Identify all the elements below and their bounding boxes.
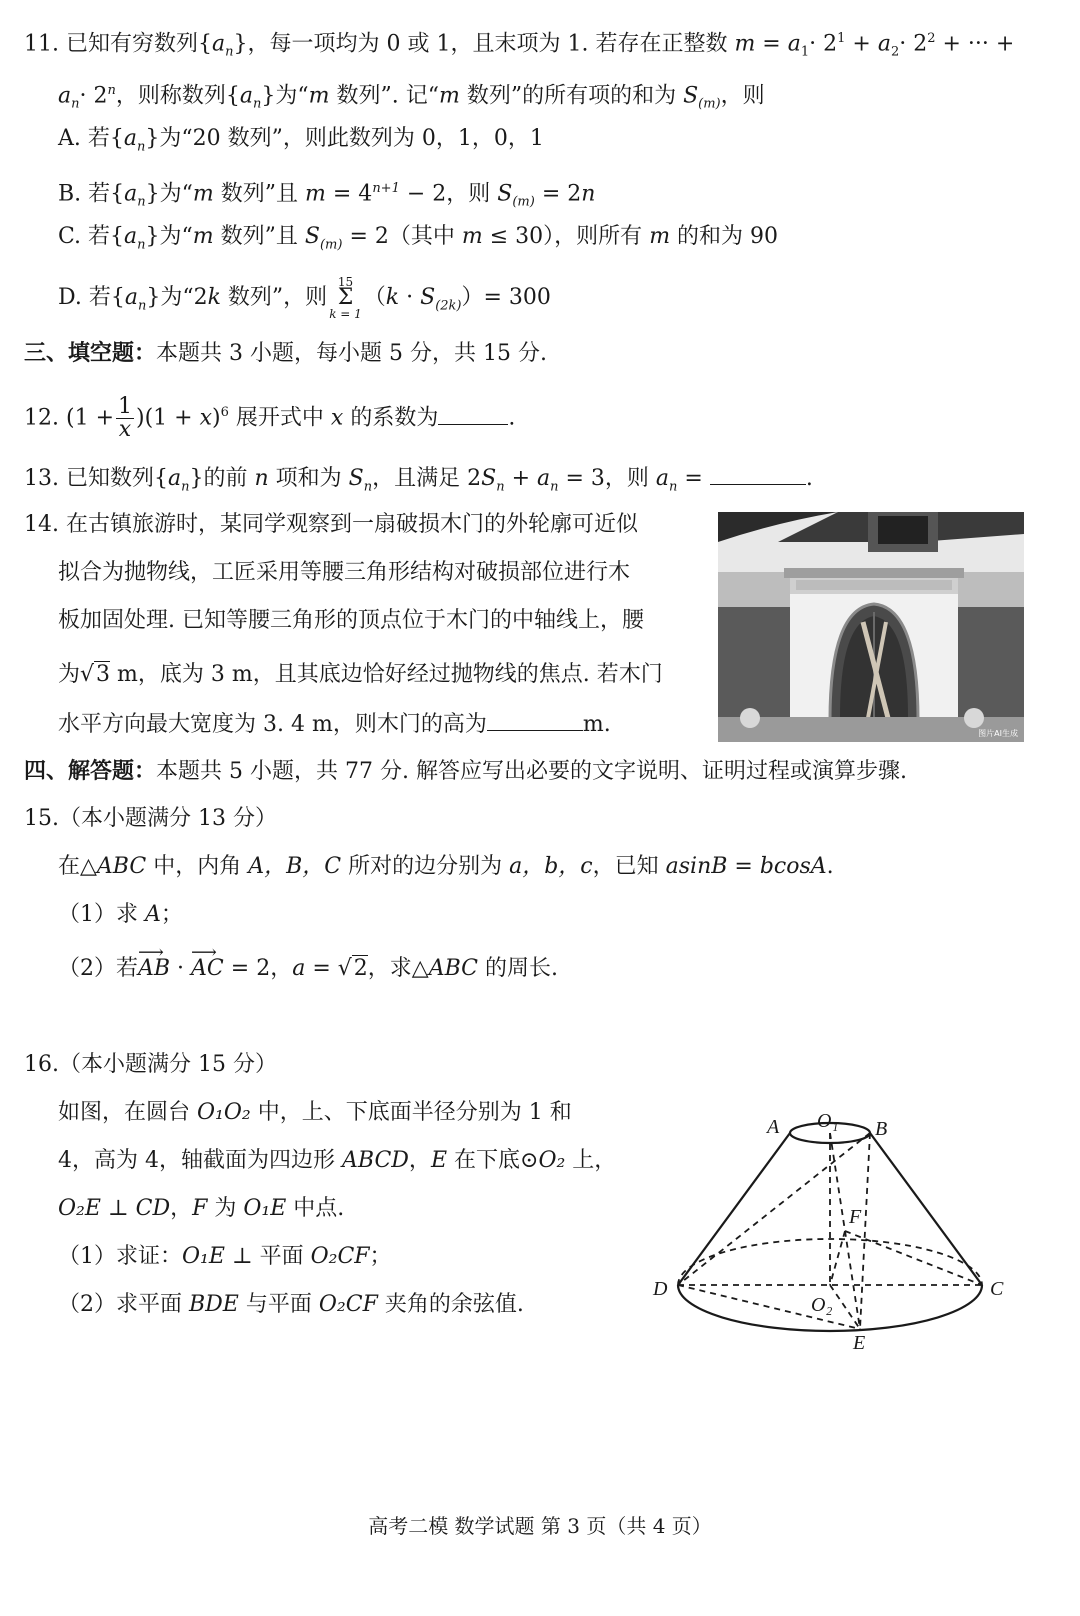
- q16-part2: （2）求平面 BDE 与平面 O₂CF 夹角的余弦值.: [58, 1292, 524, 1317]
- q14-line1: 14. 在古镇旅游时，某同学观察到一扇破损木门的外轮廓可近似: [24, 512, 639, 537]
- q16-line1: 如图，在圆台 O₁O₂ 中，上、下底面半径分别为 1 和: [58, 1100, 572, 1125]
- q11-option-b: B. 若$\{a_n\}$为“m 数列”且 $m = 4^{n+1} - 2$，则 $S_{(m)} = 2n$: [58, 181, 596, 210]
- q14-line2: 拟合为抛物线，工匠采用等腰三角形结构对破损部位进行木: [58, 560, 631, 585]
- slant-edge-bc: [870, 1133, 982, 1285]
- q14-line3: 板加固处理. 已知等腰三角形的顶点位于木门的中轴线上，腰: [58, 608, 644, 633]
- q11-line2: $a_n\cdot 2^n$，则称数列$\{a_n\}$为“m 数列”. 记“m 数列”的所有项的和为 $S_{(m)}$，则: [58, 83, 765, 112]
- q13: 13. 已知数列$\{a_n\}$的前 n 项和为 $S_n$，且满足 $2S_n + a_n = 3$，则 $a_n$ = .: [24, 462, 813, 502]
- q11-option-d: D. 若$\{a_n\}$为“2k 数列”，则 15 Σ k = 1 $(k \cdot S_{(2k)})= 300$: [58, 275, 551, 321]
- answer-blank-q13: [710, 462, 806, 485]
- label-f: F: [849, 1206, 862, 1228]
- frustum-figure: [645, 1105, 1045, 1355]
- q15-header: 15.（本小题满分 13 分）: [24, 806, 277, 831]
- q11-line1: 11. 已知有穷数列$\{a_n\}$，每一项均为 0 或 1，且末项为 1. 若存在正整数 $m = a_1\cdot 2^1 + a_2\cdot 2^2$ + ··· +: [24, 31, 1015, 60]
- label-o2: O₂: [811, 1294, 833, 1316]
- q16-header: 16.（本小题满分 15 分）: [24, 1052, 277, 1077]
- q15-statement: 在△ABC 中，内角 A，B，C 所对的边分别为 a，b，c，已知 asinB = bcosA.: [58, 854, 834, 879]
- q11-option-c: C. 若$\{a_n\}$为“m 数列”且 $S_{(m)} = 2$（其中 m ≤ 30），则所有 m 的和为 90: [58, 224, 779, 253]
- q14-line4: 为√3 m，底为 3 m，且其底边恰好经过抛物线的焦点. 若木门: [58, 662, 663, 687]
- label-o1: O₁: [817, 1110, 839, 1132]
- answer-blank-q12: [438, 402, 508, 425]
- q11-option-a: A. 若$\{a_n\}$为“20 数列”，则此数列为 0，1，0，1: [58, 126, 544, 155]
- q15-part2: （2）若⟶ AB · ⟶ AC = 2，a = √2，求△ABC 的周长.: [58, 954, 558, 984]
- answer-blank-q14: [487, 708, 583, 731]
- segment-be: [860, 1133, 870, 1329]
- label-d: D: [653, 1278, 668, 1300]
- section-4-heading: 四、解答题：本题共 5 小题，共 77 分. 解答应写出必要的文字说明、证明过程或演算步骤.: [24, 758, 907, 784]
- q12: 12. (1 + $\frac{1}{x}$ )$(1 + x)^6$ 展开式中 x 的系数为 .: [24, 394, 516, 442]
- label-c: C: [990, 1278, 1004, 1300]
- label-e: E: [853, 1332, 866, 1354]
- label-a: A: [767, 1116, 780, 1138]
- section-3-heading: 三、填空题：本题共 3 小题，每小题 5 分，共 15 分.: [24, 340, 547, 366]
- summation-symbol: 15 Σ k = 1: [329, 275, 362, 321]
- segment-o2e: [830, 1285, 860, 1329]
- label-b: B: [875, 1118, 888, 1140]
- q15-part1: （1）求 A；: [58, 902, 183, 927]
- wooden-door-photo: [718, 512, 1024, 742]
- q14-line5: 水平方向最大宽度为 3. 4 m，则木门的高为 m.: [58, 708, 611, 740]
- photo-caption: 图片AI生成: [978, 729, 1018, 738]
- q16-part1: （1）求证：O₁E ⊥ 平面 O₂CF；: [58, 1244, 392, 1269]
- page-footer: 高考二模 数学试题 第 3 页（共 4 页）: [368, 1514, 712, 1538]
- fraction-1-over-x: $\frac{1}{x}$: [118, 394, 133, 442]
- q16-line2: 4，高为 4，轴截面为四边形 ABCD，E 在下底⊙O₂ 上，: [58, 1148, 617, 1173]
- segment-de: [678, 1285, 860, 1329]
- q16-line3: O₂E ⊥ CD，F 为 O₁E 中点.: [58, 1196, 345, 1221]
